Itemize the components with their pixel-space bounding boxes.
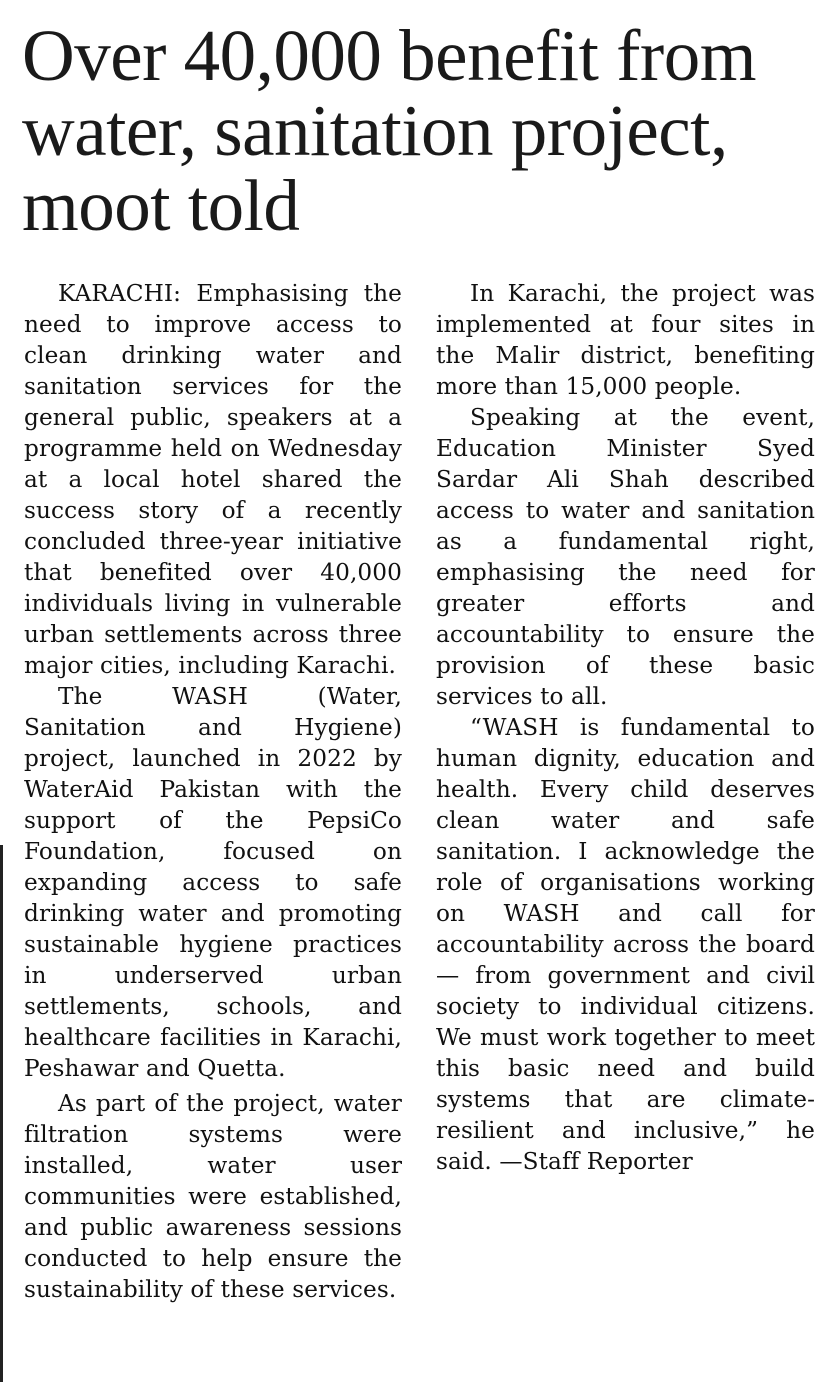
paragraph-6: “WASH is fundamental to human dignity, education and health. Every child deserves clean water and safe sanitation. I acknowledge the role of organisations working on WASH and call for accountability across the board — from government and civil society to individual citizens. We must work together to meet this basic need and build systems that are climate-resilient and inclusive,” he said. —Staff Reporter bbox=[436, 714, 815, 1175]
paragraph-4: In Karachi, the project was implemented at four sites in the Malir district, benefiting more than 15,000 people. bbox=[436, 280, 815, 400]
paragraph-5: Speaking at the event, Education Minister Syed Sardar Ali Shah described access to water and sanitation as a fundamental right, emphasising the need for greater efforts and accountability to ensure the provision of these basic services to all. bbox=[436, 404, 815, 710]
article-column-left bbox=[24, 278, 402, 1305]
article-column-right bbox=[436, 278, 815, 1177]
paragraph-3: As part of the project, water filtration systems were installed, water user communities were established, and public awareness sessions conducted to help ensure the sustainability of these services. bbox=[24, 1090, 402, 1303]
paragraph-1: KARACHI: Emphasising the need to improve access to clean drinking water and sanitation services for the general public, speakers at a programme held on Wednesday at a local hotel shared the success story of a recently concluded three-year initiative that benefited over 40,000 individuals living in vulnerable urban settlements across three major cities, including Karachi. bbox=[24, 280, 402, 679]
headline: Over 40,000 benefit from water, sanitation project, moot told bbox=[22, 15, 757, 246]
paragraph-2: The WASH (Water, Sanitation and Hygiene) project, launched in 2022 by WaterAid Pakistan with the support of the PepsiCo Foundation, focused on expanding access to safe drinking water and promoting sustainable hygiene practices in underserved urban settlements, schools, and healthcare facilities in Karachi, Peshawar and Quetta. bbox=[24, 683, 402, 1082]
column-rule bbox=[0, 845, 3, 1382]
